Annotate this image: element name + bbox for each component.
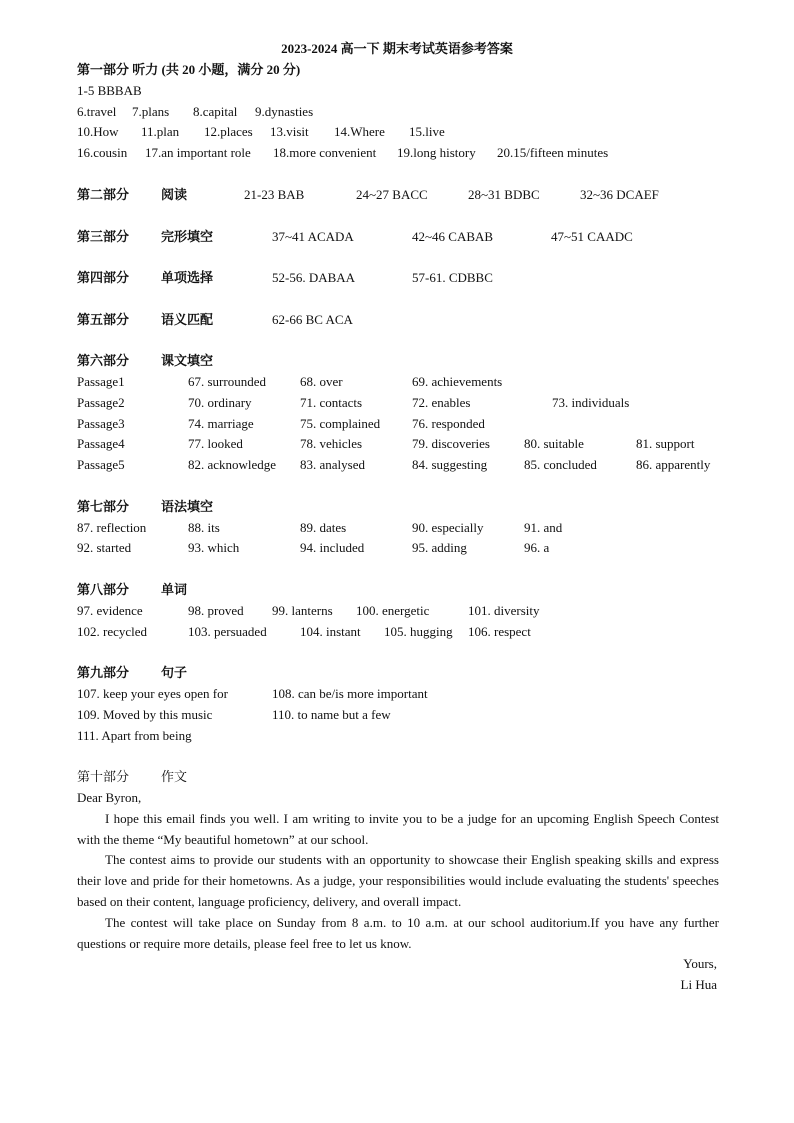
answer-item: 67. surrounded <box>188 374 266 389</box>
passage-label: Passage4 <box>77 436 125 451</box>
part-label: 第三部分 <box>77 229 130 244</box>
letter-paragraph: The contest will take place on Sunday from 8 a.m. to 10 a.m. at our school auditorium.If you have any further questions or require more details, please feel free to let us know. <box>77 915 719 951</box>
answer-item: 62-66 BC ACA <box>272 312 353 327</box>
letter-paragraph: The contest aims to provide our students with an opportunity to showcase their English speaking skills and express their love and pride for their hometowns. As a judge, your responsibilities would include evaluating the students' speeches based on their content, language proficiency, delivery, and overall impact. <box>77 852 719 909</box>
passage-label: Passage3 <box>77 416 125 431</box>
answer-item: 109. Moved by this music <box>77 707 213 722</box>
answer-item: 69. achievements <box>412 374 503 389</box>
answer-item: 24~27 BACC <box>356 187 428 202</box>
part-name: 语义匹配 <box>161 312 214 327</box>
answer-item: 18.more convenient <box>273 145 377 160</box>
answer-item: 9.dynasties <box>255 104 314 119</box>
answer-item: 108. can be/is more important <box>272 686 428 701</box>
answer-item: 101. diversity <box>468 603 540 618</box>
part1-heading: 第一部分 听力 (共 20 小题，满分 20 分) <box>77 62 301 77</box>
part-name: 完形填空 <box>161 229 214 244</box>
page-title: 2023-2024 高一下 期末考试英语参考答案 <box>281 41 513 56</box>
answer-item: 103. persuaded <box>188 624 267 639</box>
answer-item: 7.plans <box>132 104 170 119</box>
part-label: 第九部分 <box>77 665 130 680</box>
answer-item: 13.visit <box>270 124 309 139</box>
answer-item: 28~31 BDBC <box>468 187 540 202</box>
answer-item: 85. concluded <box>524 457 597 472</box>
part-label: 第十部分 <box>77 769 130 784</box>
answer-item: 71. contacts <box>300 395 363 410</box>
answer-item: 21-23 BAB <box>244 187 305 202</box>
answer-item: 47~51 CAADC <box>551 229 633 244</box>
answer-item: 8.capital <box>193 104 238 119</box>
answer-item: 42~46 CABAB <box>412 229 494 244</box>
letter-greeting: Dear Byron, <box>77 790 142 805</box>
answer-item: 100. energetic <box>356 603 430 618</box>
answer-item: 105. hugging <box>384 624 453 639</box>
answer-item: 88. its <box>188 520 220 535</box>
answer-item: 57-61. CDBBC <box>412 270 493 285</box>
answer-item: 107. keep your eyes open for <box>77 686 228 701</box>
part-label: 第二部分 <box>77 187 130 202</box>
answer-item: 82. acknowledge <box>188 457 277 472</box>
answer-item: 10.How <box>77 124 119 139</box>
answer-item: 17.an important role <box>145 145 251 160</box>
answer-item: 87. reflection <box>77 520 147 535</box>
passage-label: Passage1 <box>77 374 125 389</box>
answer-item: 74. marriage <box>188 416 254 431</box>
answer-item: 83. analysed <box>300 457 365 472</box>
part-name: 单项选择 <box>161 270 214 285</box>
answer-item: 104. instant <box>300 624 361 639</box>
answer-item: 68. over <box>300 374 343 389</box>
letter-signature: Li Hua <box>680 977 717 992</box>
answer-item: 19.long history <box>397 145 476 160</box>
answer-item: 95. adding <box>412 540 467 555</box>
answer-item: 11.plan <box>141 124 180 139</box>
answer-item: 93. which <box>188 540 240 555</box>
answer-item: 16.cousin <box>77 145 128 160</box>
answer-item: 52-56. DABAA <box>272 270 356 285</box>
part-label: 第五部分 <box>77 312 130 327</box>
answer-item: 89. dates <box>300 520 347 535</box>
answer-item: 91. and <box>524 520 563 535</box>
answer-item: 97. evidence <box>77 603 143 618</box>
part-label: 第六部分 <box>77 353 130 368</box>
answer-item: 86. apparently <box>636 457 711 472</box>
answer-item: 111. Apart from being <box>77 728 192 743</box>
answer-item: 84. suggesting <box>412 457 488 472</box>
answer-item: 79. discoveries <box>412 436 490 451</box>
answer-item: 92. started <box>77 540 132 555</box>
answer-item: 96. a <box>524 540 550 555</box>
answer-item: 70. ordinary <box>188 395 252 410</box>
answer-item: 78. vehicles <box>300 436 363 451</box>
answer-item: 75. complained <box>300 416 381 431</box>
part-label: 第八部分 <box>77 582 130 597</box>
answer-item: 90. especially <box>412 520 484 535</box>
answer-item: 37~41 ACADA <box>272 229 354 244</box>
answer-item: 73. individuals <box>552 395 630 410</box>
answer-item: 106. respect <box>468 624 531 639</box>
part1-row1: 1-5 BBBAB <box>77 83 142 98</box>
part-label: 第四部分 <box>77 270 130 285</box>
answer-item: 14.Where <box>334 124 385 139</box>
part-name: 单词 <box>161 582 188 597</box>
answer-item: 20.15/fifteen minutes <box>497 145 609 160</box>
part-name: 课文填空 <box>161 353 214 368</box>
answer-item: 80. suitable <box>524 436 584 451</box>
part-name: 句子 <box>161 665 188 680</box>
answer-item: 81. support <box>636 436 695 451</box>
answer-item: 102. recycled <box>77 624 148 639</box>
answer-item: 32~36 DCAEF <box>580 187 659 202</box>
answer-item: 6.travel <box>77 104 117 119</box>
answer-item: 72. enables <box>412 395 471 410</box>
part-name: 阅读 <box>161 187 188 202</box>
part-label: 第七部分 <box>77 499 130 514</box>
answer-item: 94. included <box>300 540 365 555</box>
answer-item: 12.places <box>204 124 253 139</box>
letter-paragraph: I hope this email finds you well. I am writing to invite you to be a judge for an upcoming English Speech Contest with the theme “My beautiful hometown” at our school. <box>77 811 719 847</box>
answer-item: 110. to name but a few <box>272 707 391 722</box>
letter-closing: Yours, <box>683 956 717 971</box>
answer-item: 98. proved <box>188 603 244 618</box>
answer-item: 77. looked <box>188 436 243 451</box>
passage-label: Passage5 <box>77 457 125 472</box>
answer-item: 76. responded <box>412 416 485 431</box>
part-name: 作文 <box>161 769 188 784</box>
answer-item: 15.live <box>409 124 445 139</box>
answer-item: 99. lanterns <box>272 603 333 618</box>
passage-label: Passage2 <box>77 395 125 410</box>
part-name: 语法填空 <box>161 499 214 514</box>
